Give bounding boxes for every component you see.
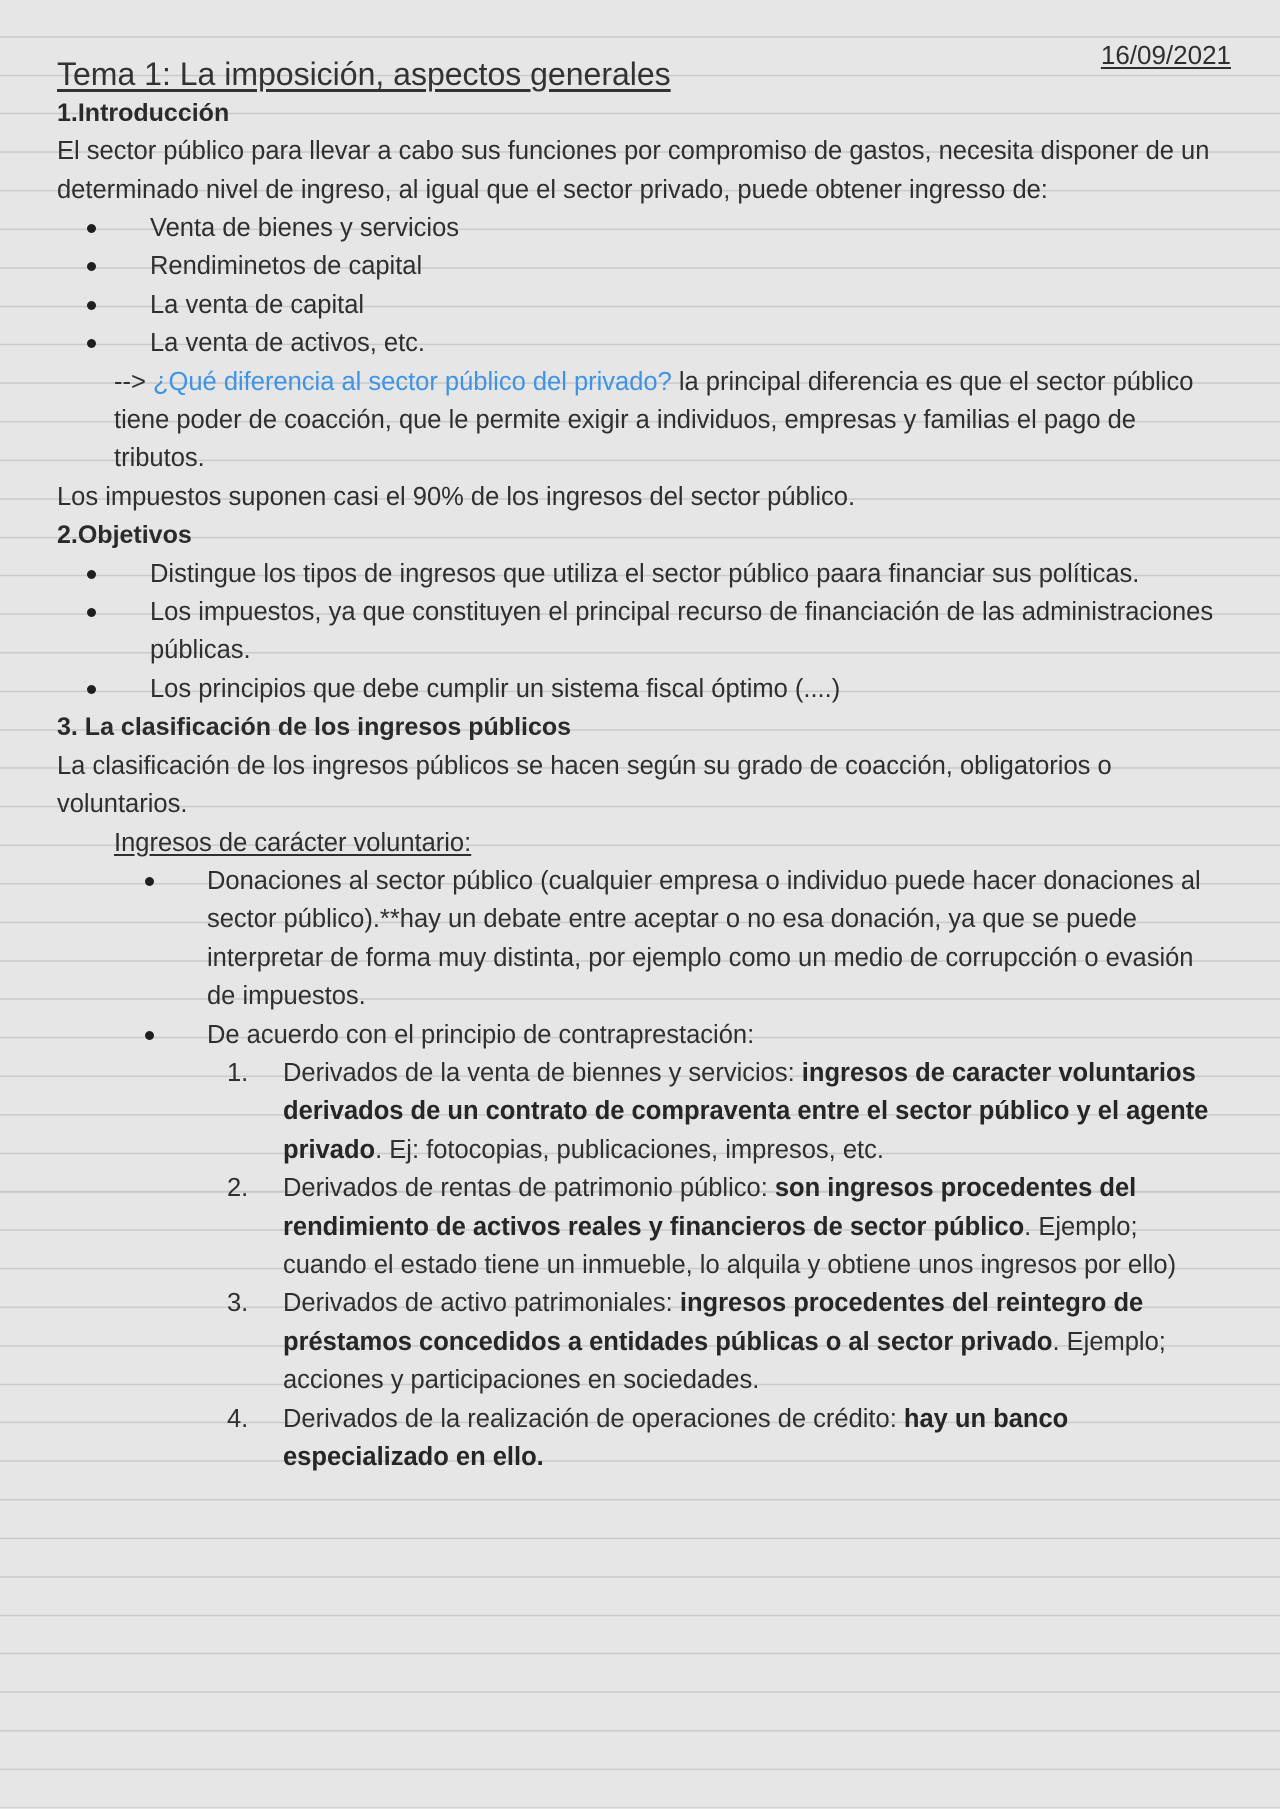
item-number: 4. [227,1404,249,1433]
list-item: Donaciones al sector público (cualquier empresa o individuo puede hacer donaciones al sector público).**hay un debate entre aceptar o no esa donación, ya que se puede interpretar de forma muy distinta, por ejemplo como un medio de corrupcción o evasión de impuestos. [57,862,1227,1016]
item-number: 3. [227,1289,249,1318]
contraprestacion-numbered-list [57,1054,1227,1476]
item-text-after: . Ejemplo; cuando el estado tiene un inmueble, lo alquila y obtiene unos ingresos por ello) [283,1212,1177,1279]
intro-question-paragraph [57,363,1227,478]
numbered-item [57,1284,1227,1399]
item-text: Derivados de la venta de biennes y servicios: [283,1058,802,1087]
classification-paragraph: La clasificación de los ingresos públicos se hacen según su grado de coacción, obligatorios o voluntarios. [57,751,1112,819]
item-text-after: . Ej: fotocopias, publicaciones, impresos, etc. [375,1135,884,1164]
list-item: De acuerdo con el principio de contraprestación: [57,1016,1227,1054]
intro-question: ¿Qué diferencia al sector público del privado? [152,367,672,396]
intro-bullet-list [57,209,1227,363]
section-heading-classification: 3. La clasificación de los ingresos públicos [57,713,572,742]
list-item: La venta de activos, etc. [57,324,1227,362]
numbered-item [57,1400,1227,1477]
intro-paragraph: El sector público para llevar a cabo sus funciones por compromiso de gastos, necesita disponer de un determinado nivel de ingreso, al igual que el sector privado, puede obtener ingresso de: [57,137,1210,204]
intro-answer: la principal diferencia es que el sector público tiene poder de coacción, que le permite exigir a individuos, empresas y familias el pago de tributos. [114,367,1194,473]
voluntary-bullet-list [57,862,1227,1054]
item-text: Derivados de la realización de operaciones de crédito: [283,1404,904,1433]
item-number: 1. [227,1058,249,1087]
item-text-after: . Ejemplo; acciones y participaciones en sociedades. [283,1327,1166,1395]
section-heading-objectives: 2.Objetivos [57,521,192,550]
item-bold-text: son ingresos procedentes del rendimiento de activos reales y financieros de sector público [283,1174,1137,1241]
item-bold-text: hay un banco especializado en ello. [283,1404,1069,1471]
objectives-bullet-list [57,555,1227,709]
list-item: Distingue los tipos de ingresos que utiliza el sector público paara financiar sus políticas. [57,555,1227,593]
page-title: Tema 1: La imposición, aspectos generales [57,56,671,93]
arrow-marker: --> [114,367,146,396]
list-item: Los impuestos, ya que constituyen el principal recurso de financiación de las administraciones públicas. [57,593,1227,670]
numbered-item [57,1169,1227,1284]
item-text: Derivados de rentas de patrimonio público: [283,1174,775,1203]
intro-closing: Los impuestos suponen casi el 90% de los ingresos del sector público. [57,482,856,511]
item-text: Derivados de activo patrimoniales: [283,1289,680,1318]
item-bold-text: ingresos procedentes del reintegro de préstamos concedidos a entidades públicas o al sector privado [283,1289,1144,1356]
list-item: La venta de capital [57,286,1227,324]
list-item: Los principios que debe cumplir un sistema fiscal óptimo (....) [57,670,1227,708]
list-item: Venta de bienes y servicios [57,209,1227,247]
item-number: 2. [227,1174,249,1203]
numbered-item [57,1054,1227,1169]
voluntary-income-subheading: Ingresos de carácter voluntario: [114,828,472,857]
item-bold-text: ingresos de caracter voluntarios derivados de un contrato de compraventa entre el sector público y el agente privado [283,1058,1209,1164]
note-date: 16/09/2021 [1100,40,1231,70]
section-heading-introduction: 1.Introducción [57,98,230,127]
notes-page [57,36,1231,1476]
list-item: Rendiminetos de capital [57,247,1227,285]
